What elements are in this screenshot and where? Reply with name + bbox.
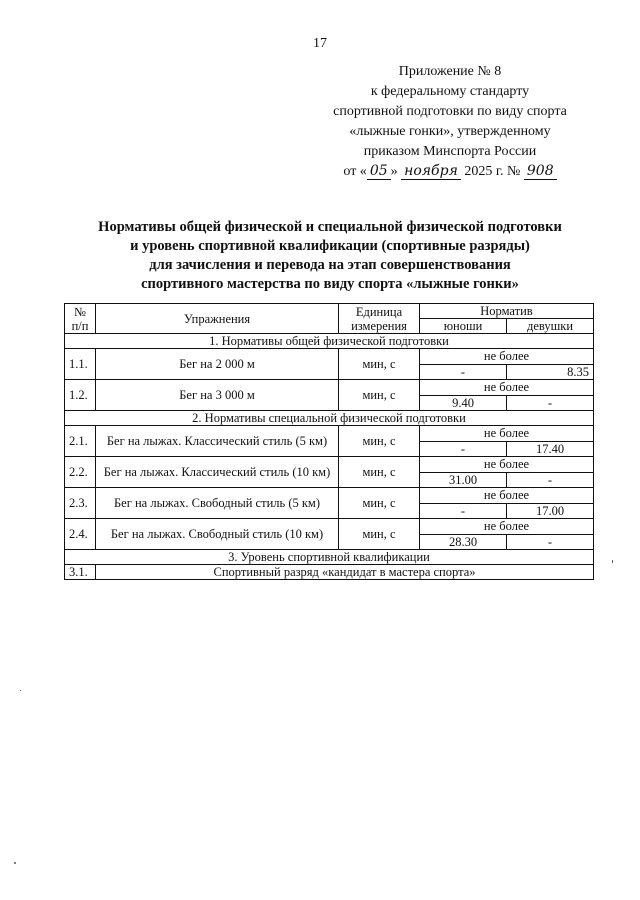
row-note: не более [420, 380, 594, 396]
row-exercise: Бег на лыжах. Классический стиль (10 км) [96, 457, 339, 488]
annex-title: Приложение № 8 [398, 64, 502, 79]
table-row [65, 488, 594, 504]
row-exercise: Бег на 2 000 м [96, 349, 339, 380]
row-num: 2.1. [65, 426, 96, 457]
norms-table [64, 303, 594, 580]
date-year: 2025 г. № [464, 164, 521, 179]
row-note: не более [420, 488, 594, 504]
row-exercise: Бег на лыжах. Свободный стиль (5 км) [96, 488, 339, 519]
header-num: № п/п [65, 304, 96, 334]
table-row [65, 565, 594, 580]
row-note: не более [420, 426, 594, 442]
row-num: 1.1. [65, 349, 96, 380]
row-num: 1.2. [65, 380, 96, 411]
page-number: 17 [313, 36, 327, 51]
section-title-row [65, 411, 594, 426]
row-unit: мин, с [339, 426, 420, 457]
scan-speck [20, 690, 21, 691]
value-boys: 9.40 [420, 395, 507, 411]
row-unit: мин, с [339, 457, 420, 488]
table-row [65, 519, 594, 535]
date-prefix: от « [343, 164, 367, 179]
title-line-3: для зачисления и перевода на этап совершенствования [149, 257, 511, 273]
value-girls: 8.35 [507, 364, 594, 380]
row-unit: мин, с [339, 488, 420, 519]
annex-block [300, 62, 600, 182]
title-line-2: и уровень спортивной квалификации (спортивные разряды) [130, 238, 530, 254]
row-unit: мин, с [339, 349, 420, 380]
qualification-text: Спортивный разряд «кандидат в мастера спорта» [96, 565, 594, 580]
value-girls: 17.40 [507, 441, 594, 457]
row-note: не более [420, 519, 594, 535]
header-exercise: Упражнения [96, 304, 339, 334]
value-girls: - [507, 472, 594, 488]
date-day-handwritten: 05 [367, 163, 391, 180]
section-title-row [65, 334, 594, 349]
section-title: 3. Уровень спортивной квалификации [65, 550, 594, 565]
table-row [65, 457, 594, 473]
value-girls: - [507, 395, 594, 411]
value-boys: - [420, 364, 507, 380]
annex-line-5: приказом Минспорта России [363, 144, 537, 159]
row-exercise: Бег на лыжах. Свободный стиль (10 км) [96, 519, 339, 550]
row-unit: мин, с [339, 380, 420, 411]
row-num: 3.1. [65, 565, 96, 580]
scan-speck [14, 862, 16, 864]
title-line-1: Нормативы общей физической и специальной физической подготовки [98, 219, 562, 235]
row-exercise: Бег на 3 000 м [96, 380, 339, 411]
section-title: 2. Нормативы специальной физической подготовки [65, 411, 594, 426]
document-title [60, 218, 600, 294]
annex-line-3: спортивной подготовки по виду спорта [333, 104, 567, 119]
annex-line-2: к федеральному стандарту [370, 84, 530, 99]
row-unit: мин, с [339, 519, 420, 550]
value-boys: - [420, 441, 507, 457]
annex-date-line [300, 162, 600, 182]
header-boys: юноши [420, 319, 507, 334]
scan-speck [612, 560, 613, 563]
value-boys: 28.30 [420, 534, 507, 550]
value-girls: - [507, 534, 594, 550]
annex-line-4: «лыжные гонки», утвержденному [349, 124, 551, 139]
date-mid: » [390, 164, 398, 179]
order-number-handwritten: 908 [524, 163, 557, 180]
title-line-4: спортивного мастерства по виду спорта «лыжные гонки» [141, 276, 519, 292]
header-unit: Единица измерения [339, 304, 420, 334]
value-girls: 17.00 [507, 503, 594, 519]
row-num: 2.4. [65, 519, 96, 550]
row-num: 2.3. [65, 488, 96, 519]
table-row [65, 426, 594, 442]
header-norm: Норматив [420, 304, 594, 319]
table-header-row [65, 304, 594, 319]
row-note: не более [420, 457, 594, 473]
section-title-row [65, 550, 594, 565]
section-title: 1. Нормативы общей физической подготовки [65, 334, 594, 349]
header-girls: девушки [507, 319, 594, 334]
value-boys: - [420, 503, 507, 519]
row-exercise: Бег на лыжах. Классический стиль (5 км) [96, 426, 339, 457]
value-boys: 31.00 [420, 472, 507, 488]
table-row [65, 349, 594, 365]
row-num: 2.2. [65, 457, 96, 488]
row-note: не более [420, 349, 594, 365]
date-month-handwritten: ноября [401, 163, 461, 180]
table-row [65, 380, 594, 396]
